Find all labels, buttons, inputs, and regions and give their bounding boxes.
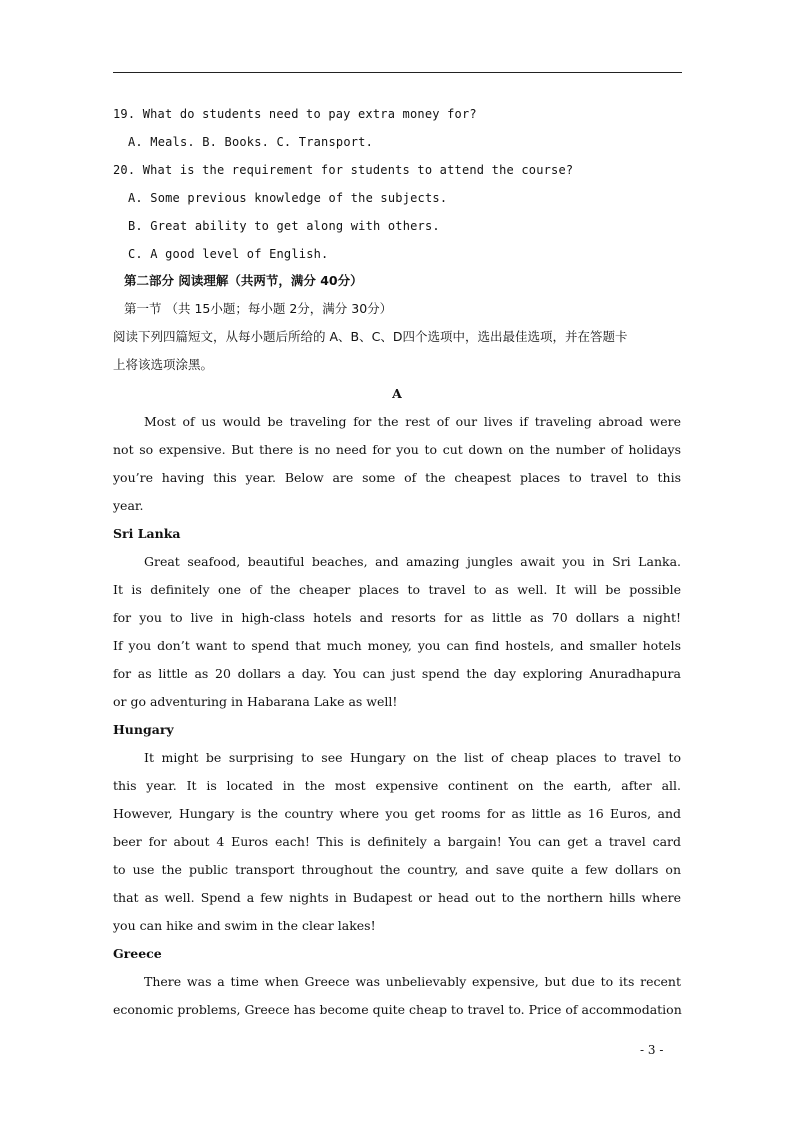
hungary-line: this year. It is located in the most expensive continent on the earth, after all.	[113, 778, 681, 793]
question-20-stem: 20. What is the requirement for students to attend the course?	[113, 163, 574, 177]
section-title-greece: Greece	[113, 946, 162, 961]
instructions-line-1: 阅读下列四篇短文，从每小题后所给的 A、B、C、D四个选项中，选出最佳选项，并在答题卡	[113, 329, 628, 344]
sri-lanka-line: for you to live in high-class hotels and resorts for as little as 70 dollars a night!	[113, 610, 681, 625]
sri-lanka-line: If you don’t want to spend that much money, you can find hostels, and smaller hotels	[113, 638, 681, 653]
greece-line: There was a time when Greece was unbelievably expensive, but due to its recent	[144, 974, 681, 989]
intro-line: Most of us would be traveling for the rest of our lives if traveling abroad were	[144, 414, 681, 429]
question-19-stem: 19. What do students need to pay extra money for?	[113, 107, 477, 121]
part2-heading: 第二部分 阅读理解（共两节，满分 40分）	[124, 273, 363, 288]
question-20-option-c: C. A good level of English.	[128, 247, 329, 261]
hungary-line: beer for about 4 Euros each! This is definitely a bargain! You can get a travel card	[113, 834, 681, 849]
section-title-hungary: Hungary	[113, 722, 174, 737]
header-rule	[113, 72, 682, 73]
sri-lanka-line: It is definitely one of the cheaper places to travel to as well. It will be possible	[113, 582, 681, 597]
hungary-line: It might be surprising to see Hungary on the list of cheap places to travel to	[144, 750, 681, 765]
passage-label: A	[392, 386, 402, 401]
hungary-line: that as well. Spend a few nights in Budapest or head out to the northern hills where	[113, 890, 681, 905]
hungary-line: you can hike and swim in the clear lakes!	[113, 918, 376, 933]
intro-line: year.	[113, 498, 144, 513]
sri-lanka-line: for as little as 20 dollars a day. You can just spend the day exploring Anuradhapura	[113, 666, 681, 681]
section-title-sri-lanka: Sri Lanka	[113, 526, 181, 541]
intro-line: you’re having this year. Below are some of the cheapest places to travel to this	[113, 470, 681, 485]
instructions-line-2: 上将该选项涂黑。	[113, 357, 214, 372]
hungary-line: to use the public transport throughout the country, and save quite a few dollars on	[113, 862, 681, 877]
hungary-line: However, Hungary is the country where you get rooms for as little as 16 Euros, and	[113, 806, 681, 821]
page-number: - 3 -	[640, 1043, 664, 1057]
greece-line: economic problems, Greece has become quite cheap to travel to. Price of accommodation	[113, 1002, 682, 1017]
sri-lanka-line: or go adventuring in Habarana Lake as well!	[113, 694, 398, 709]
question-20-option-a: A. Some previous knowledge of the subjects.	[128, 191, 448, 205]
sri-lanka-line: Great seafood, beautiful beaches, and amazing jungles await you in Sri Lanka.	[144, 554, 681, 569]
question-19-options: A. Meals. B. Books. C. Transport.	[128, 135, 374, 149]
question-20-option-b: B. Great ability to get along with others.	[128, 219, 440, 233]
section1-heading: 第一节 （共 15小题；每小题 2分，满分 30分）	[124, 301, 393, 316]
intro-line: not so expensive. But there is no need for you to cut down on the number of holidays	[113, 442, 681, 457]
